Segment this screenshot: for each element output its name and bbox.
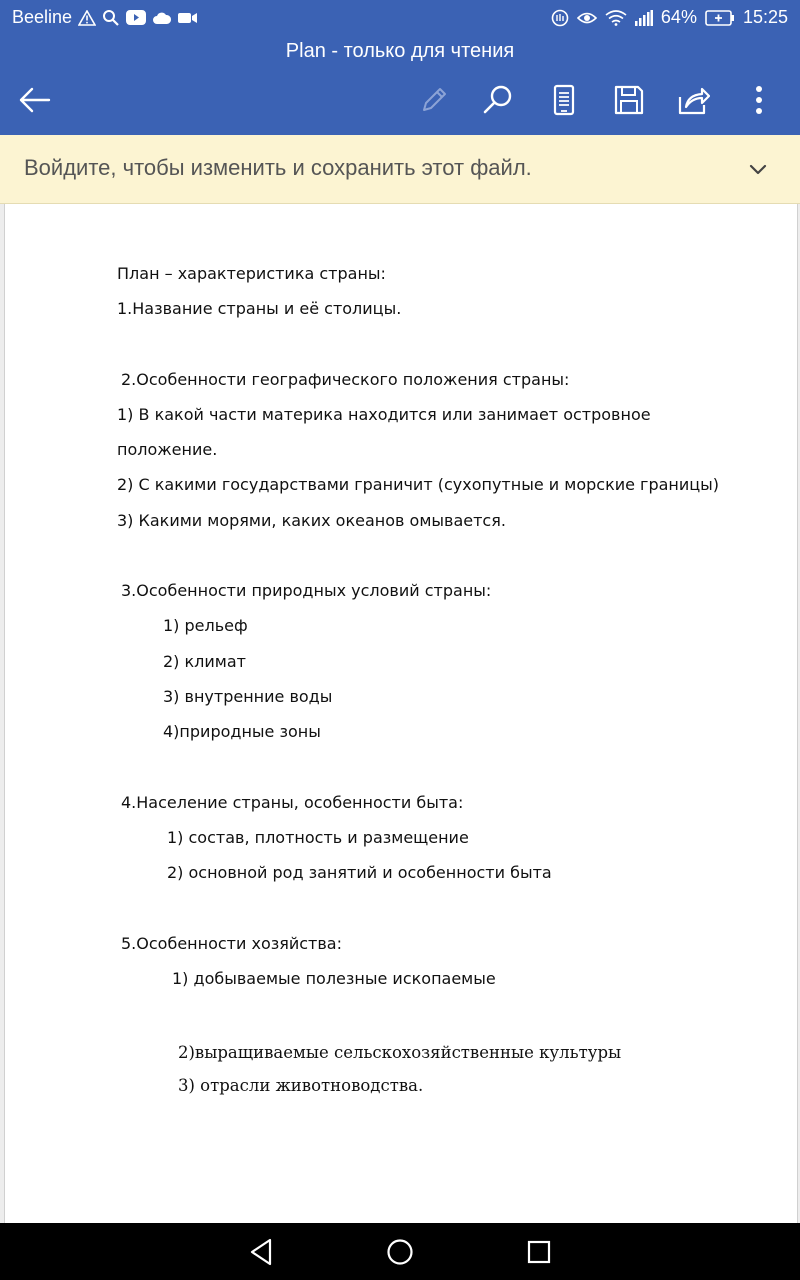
section-5-item-3: 3) отрасли животноводства.: [178, 1076, 424, 1095]
section-5-heading: 5.Особенности хозяйства:: [121, 934, 342, 953]
document-page[interactable]: [4, 204, 798, 1223]
section-4-heading: 4.Население страны, особенности быта:: [121, 793, 464, 812]
edit-button[interactable]: [414, 80, 454, 120]
status-right: [551, 7, 788, 28]
wifi-icon: [605, 10, 627, 26]
section-2-item-1b: положение.: [117, 440, 218, 459]
carrier-name: Beeline: [12, 7, 73, 27]
back-button[interactable]: [15, 80, 55, 120]
status-left: [12, 7, 198, 28]
more-vertical-icon: [755, 85, 763, 115]
chevron-down-icon: [744, 155, 772, 183]
youtube-icon: [126, 10, 146, 25]
section-3-item: 4)природные зоны: [163, 722, 321, 741]
nav-recents-button[interactable]: [522, 1235, 556, 1269]
nav-back-button[interactable]: [244, 1235, 278, 1269]
section-1: 1.Название страны и её столицы.: [117, 299, 402, 318]
reading-view-button[interactable]: [544, 80, 584, 120]
signal-icon: [635, 10, 653, 26]
section-4-item: 1) состав, плотность и размещение: [167, 828, 469, 847]
section-5-item-1: 1) добываемые полезные ископаемые: [172, 969, 496, 988]
nav-home-icon: [386, 1238, 414, 1266]
share-button[interactable]: [674, 80, 714, 120]
share-icon: [678, 85, 710, 115]
sign-in-banner[interactable]: [0, 135, 800, 204]
back-arrow-icon: [19, 87, 51, 113]
window-title: Plan - только для чтения: [285, 40, 515, 62]
search-button[interactable]: [478, 80, 518, 120]
section-5-item-2: 2)выращиваемые сельскохозяйственные культуры: [178, 1043, 622, 1062]
section-3-heading: 3.Особенности природных условий страны:: [121, 581, 492, 600]
banner-message: Войдите, чтобы изменить и сохранить этот файл.: [24, 155, 532, 180]
save-button[interactable]: [609, 80, 649, 120]
warning-icon: [78, 10, 96, 26]
app-header: [0, 0, 800, 135]
battery-percentage: 64%: [660, 7, 697, 27]
section-2-item-2: 2) С какими государствами граничит (сухопутные и морские границы): [117, 475, 720, 494]
status-bar: [0, 0, 800, 36]
section-2-heading: 2.Особенности географического положения страны:: [121, 370, 570, 389]
system-nav-bar: [0, 1223, 800, 1280]
section-3-item: 2) климат: [163, 652, 246, 671]
nav-back-icon: [248, 1238, 274, 1266]
cloud-icon: [152, 11, 172, 25]
save-icon: [614, 85, 644, 115]
section-3-item: 3) внутренние воды: [163, 687, 333, 706]
video-camera-icon: [178, 11, 198, 25]
nav-home-button[interactable]: [383, 1235, 417, 1269]
banner-expand-button[interactable]: [744, 155, 772, 183]
clock: 15:25: [742, 7, 788, 27]
nav-recents-icon: [527, 1240, 551, 1264]
section-2-item-3: 3) Какими морями, каких океанов омывается.: [117, 511, 506, 530]
edit-pencil-icon: [419, 85, 449, 115]
battery-charging-icon: [705, 10, 735, 26]
search-icon: [482, 84, 514, 116]
reading-view-icon: [552, 84, 576, 116]
eye-comfort-icon: [577, 11, 597, 25]
data-saver-icon: [551, 9, 569, 27]
search-notification-icon: [102, 9, 120, 27]
more-options-button[interactable]: [739, 80, 779, 120]
section-3-item: 1) рельеф: [163, 616, 248, 635]
section-4-item: 2) основной род занятий и особенности быта: [167, 863, 552, 882]
doc-title: План – характеристика страны:: [117, 264, 386, 283]
section-2-item-1a: 1) В какой части материка находится или занимает островное: [117, 405, 651, 424]
